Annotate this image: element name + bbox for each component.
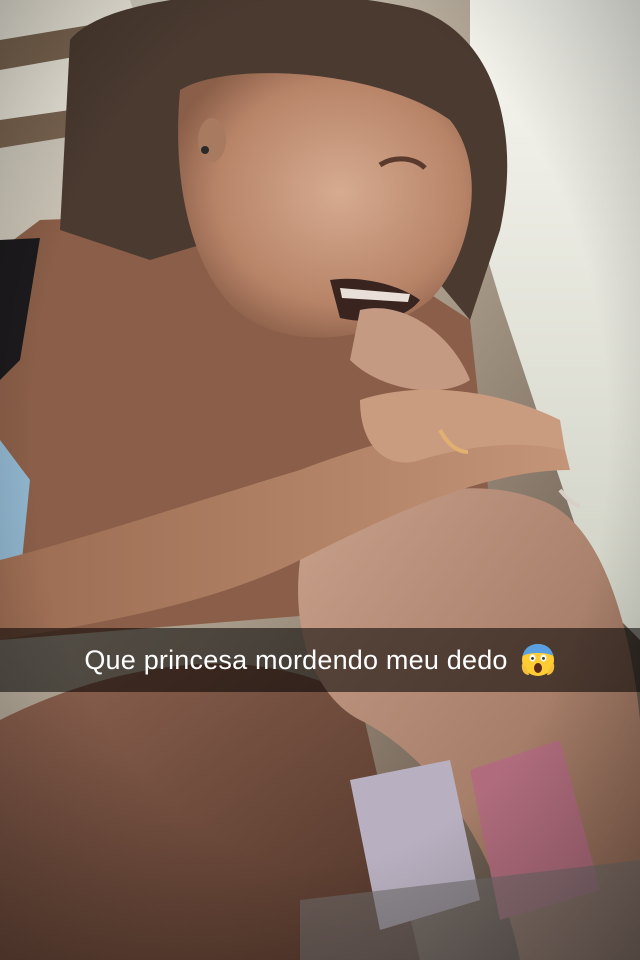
caption-bar[interactable] bbox=[0, 628, 640, 692]
caption-text: Que princesa mordendo meu dedo bbox=[84, 644, 508, 675]
face-screaming-in-fear-icon bbox=[520, 642, 556, 678]
